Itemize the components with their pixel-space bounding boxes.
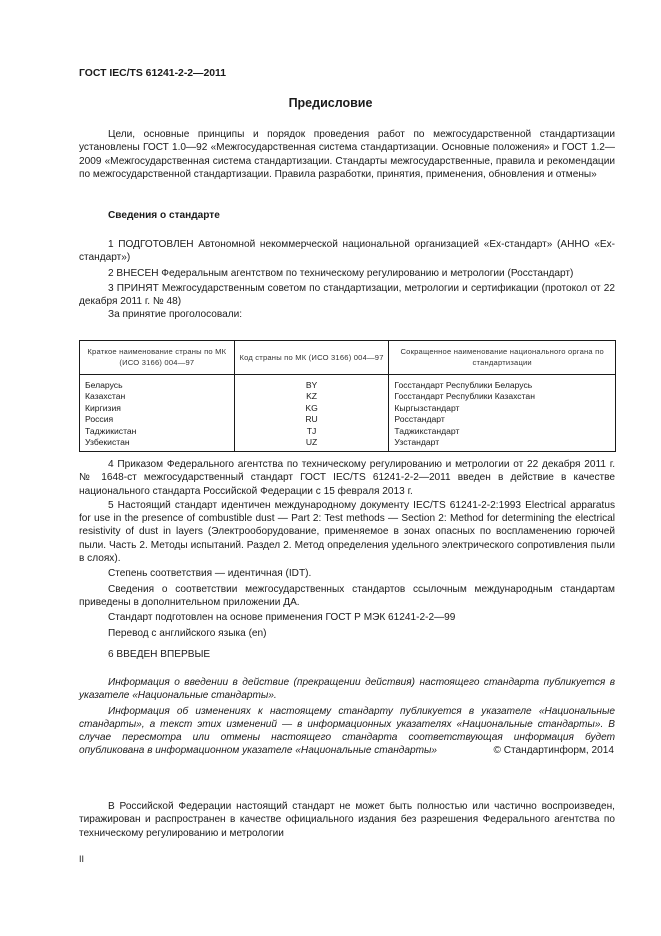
country-cell: Казахстан <box>80 391 235 402</box>
item-introduced-first: 6 ВВЕДЕН ВПЕРВЫЕ <box>108 649 211 660</box>
country-cell: Узбекистан <box>80 437 235 452</box>
header-body: Сокращенное наименование национального органа по стандартизации <box>389 341 616 375</box>
section-heading: Сведения о стандарте <box>108 210 220 221</box>
item-enacted: 4 Приказом Федерального агентства по техническому регулированию и метрологии от 22 декабря 2011 г. № 1648-ст межгосударственный стандарт ГОСТ IEC/TS 61241-2-2—2011 введен в действие в качестве национального стандарта Российской Федерации с 15 февраля 2013 г. <box>79 459 615 497</box>
adoption-details <box>79 458 615 640</box>
body-cell: Таджикстандарт <box>389 426 616 437</box>
standard-info-list <box>79 238 615 322</box>
country-cell: Россия <box>80 414 235 425</box>
table-header-row <box>80 341 616 375</box>
code-cell: KG <box>234 403 389 414</box>
info-changes-note: Информация об изменениях к настоящему стандарту публикуется в указателе «Национальные стандарты», а текст этих изменений — в информационных указателях «Национальные стандарты». В случае пересмотра или отмены настоящего стандарта соответствующая информация будет опубликована в информационном указателе «Национальные стандарты» <box>79 705 615 757</box>
countries-table <box>79 340 616 452</box>
body-cell: Росстандарт <box>389 414 616 425</box>
page-number: II <box>79 854 85 864</box>
info-publication-note: Информация о введении в действие (прекращении действия) настоящего стандарта публикуется в указателе «Национальные стандарты». <box>79 677 615 702</box>
voted-label: За принятие проголосовали: <box>108 309 243 321</box>
table-row <box>80 426 616 437</box>
intro-paragraph: Цели, основные принципы и порядок проведения работ по межгосударственной стандартизации установлены ГОСТ 1.0—92 «Межгосударственная система стандартизации. Основные положения» и ГОСТ 1.2—2009 «Межгосударственная система стандартизации. Стандарты межгосударственные, правила и рекомендации по межгосударственной стандартизации. Правила разработки, принятия, применения, обновления и отмены» <box>79 129 615 180</box>
code-cell: BY <box>234 375 389 392</box>
code-cell: TJ <box>234 426 389 437</box>
table-row <box>80 414 616 425</box>
body-cell: Госстандарт Республики Казахстан <box>389 391 616 402</box>
code-cell: KZ <box>234 391 389 402</box>
introduced-first-wrap <box>79 648 615 661</box>
code-cell: RU <box>234 414 389 425</box>
country-cell: Таджикистан <box>80 426 235 437</box>
body-cell: Узстандарт <box>389 437 616 452</box>
code-cell: UZ <box>234 437 389 452</box>
copyright-notice: © Стандартинформ, 2014 <box>493 745 614 756</box>
item-prepared: 1 ПОДГОТОВЛЕН Автономной некоммерческой национальной организацией «Ех-стандарт» (АННО «Ех-стандарт») <box>79 239 615 264</box>
degree-of-conformity: Степень соответствия — идентичная (IDT). <box>108 568 312 580</box>
country-cell: Киргизия <box>80 403 235 414</box>
table-row <box>80 375 616 392</box>
item-identical: 5 Настоящий стандарт идентичен международному документу IEC/TS 61241-2-2:1993 Electrical apparatus for use in the presence of combustible dust — Part 2: Test methods — Section 2: Method for determining the electrical resistivity of dust in layers (Электрооборудование, применяемое в зонах опасных по воспламенению горючей пыли. Часть 2. Методы испытаний. Раздел 2. Метод определения удельного электрического сопротивления пыли в слоях). <box>79 499 615 565</box>
intro-section <box>79 128 615 181</box>
translation-note: Перевод с английского языка (en) <box>108 627 267 639</box>
country-cell: Беларусь <box>80 375 235 392</box>
reference-standards-note: Сведения о соответствии межгосударственных стандартов ссылочным международным стандартам приведены в дополнительном приложении ДА. <box>79 583 615 608</box>
item-adopted: 3 ПРИНЯТ Межгосударственным советом по стандартизации, метрологии и сертификации (протокол от 22 декабря 2011 г. № 48) <box>79 282 615 308</box>
body-cell: Госстандарт Республики Беларусь <box>389 375 616 392</box>
table-row <box>80 391 616 402</box>
page-title: Предисловие <box>288 96 373 110</box>
prepared-basis: Стандарт подготовлен на основе применения ГОСТ Р МЭК 61241-2-2—99 <box>108 612 456 624</box>
header-country: Краткое наименование страны по МК (ИСО 3166) 004—97 <box>80 341 235 375</box>
rights-paragraph: В Российской Федерации настоящий стандарт не может быть полностью или частично воспроизведен, тиражирован и распространен в качестве официального издания без разрешения Федерального агентства по техническому регулированию и метрологии <box>79 801 615 839</box>
document-code-header: ГОСТ IEC/TS 61241-2-2—2011 <box>79 68 226 79</box>
body-cell: Кыргызстандарт <box>389 403 616 414</box>
item-submitted: 2 ВНЕСЕН Федеральным агентством по техническому регулированию и метрологии (Росстандарт) <box>108 267 574 279</box>
section-heading-wrap <box>79 209 615 222</box>
rights-notice <box>79 800 615 840</box>
header-code: Код страны по МК (ИСО 3166) 004—97 <box>234 341 389 375</box>
table-row <box>80 437 616 452</box>
table-row <box>80 403 616 414</box>
